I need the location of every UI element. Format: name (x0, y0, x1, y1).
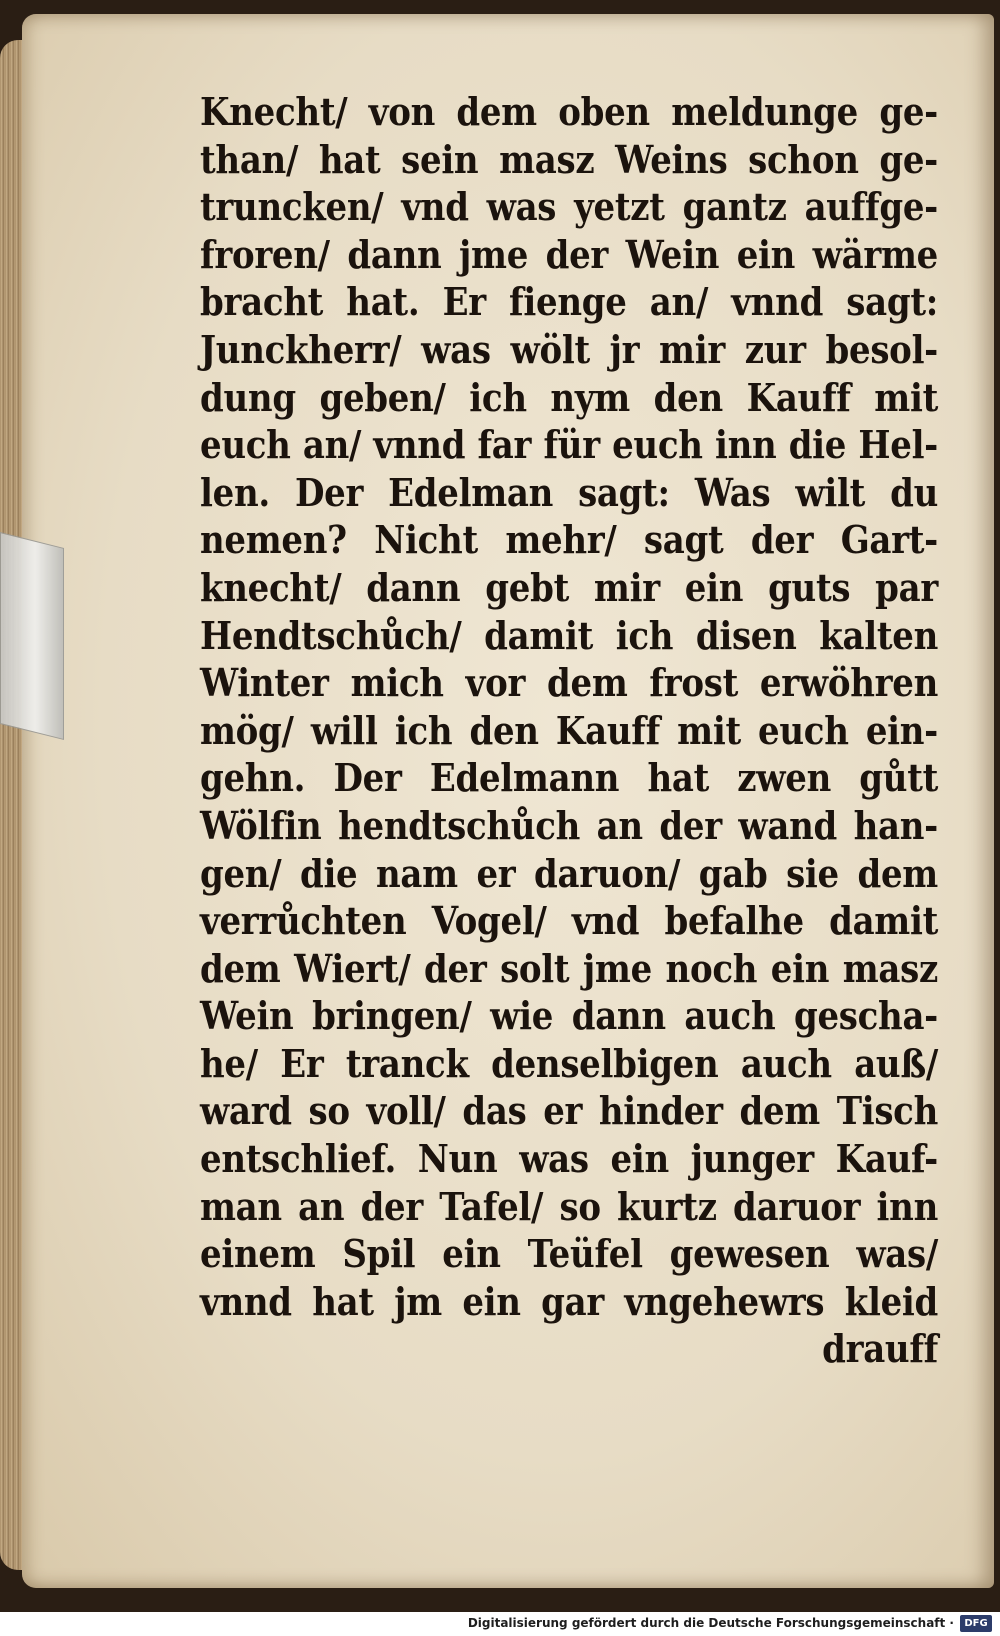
funding-credit: Digitalisierung gefördert durch die Deutsche Forschungsgemeinschaft · (467, 1616, 954, 1630)
text-line: gen/ die nam er daruon/ gab sie dem (200, 852, 938, 897)
text-block (200, 90, 938, 1375)
catchword: drauff (822, 1327, 938, 1373)
text-line: gehn. Der Edelmann hat zwen gůtt (200, 756, 938, 802)
text-line: mög/ will ich den Kauff mit euch ein- (200, 709, 938, 755)
text-line: truncken/ vnd was yetzt gantz auffge- (200, 185, 938, 231)
text-line: Wölfin hendtschůch an der wand han- (200, 804, 938, 850)
text-line: einem Spil ein Teüfel gewesen was/ (200, 1232, 938, 1278)
text-line: verrůchten Vogel/ vnd befalhe damit (200, 899, 938, 945)
dfg-logo: DFG (960, 1615, 992, 1632)
text-line: euch an/ vnnd far für euch inn die Hel- (200, 423, 938, 469)
text-line: Hendtschůch/ damit ich disen kalten (200, 614, 938, 659)
text-line: Knecht/ von dem oben meldunge ge- (200, 90, 938, 136)
page-clip (0, 532, 64, 740)
text-line: len. Der Edelman sagt: Was wilt du (200, 471, 938, 517)
text-line: dung geben/ ich nym den Kauff mit (200, 376, 938, 421)
text-line: froren/ dann jme der Wein ein wärme (200, 233, 938, 279)
text-line: knecht/ dann gebt mir ein guts par (200, 566, 938, 612)
footer-bar (0, 1612, 1000, 1636)
text-line: Junckherr/ was wölt jr mir zur besol- (200, 328, 938, 374)
text-line: than/ hat sein masz Weins schon ge- (200, 138, 938, 183)
text-line: bracht hat. Er fienge an/ vnnd sagt: (200, 280, 938, 326)
text-line: he/ Er tranck denselbigen auch auß/ (200, 1042, 938, 1088)
text-line: entschlief. Nun was ein junger Kauf- (200, 1137, 938, 1183)
text-line: vnnd hat jm ein gar vngehewrs kleid (200, 1280, 938, 1326)
book-page (22, 14, 994, 1588)
text-line: Winter mich vor dem frost erwöhren (200, 661, 938, 707)
text-line: man an der Tafel/ so kurtz daruor inn (200, 1185, 938, 1230)
text-line: Wein bringen/ wie dann auch gescha- (200, 994, 938, 1040)
text-line: dem Wiert/ der solt jme noch ein masz (200, 947, 938, 992)
text-line: nemen? Nicht mehr/ sagt der Gart- (200, 518, 938, 564)
text-line: ward so voll/ das er hinder dem Tisch (200, 1089, 938, 1135)
